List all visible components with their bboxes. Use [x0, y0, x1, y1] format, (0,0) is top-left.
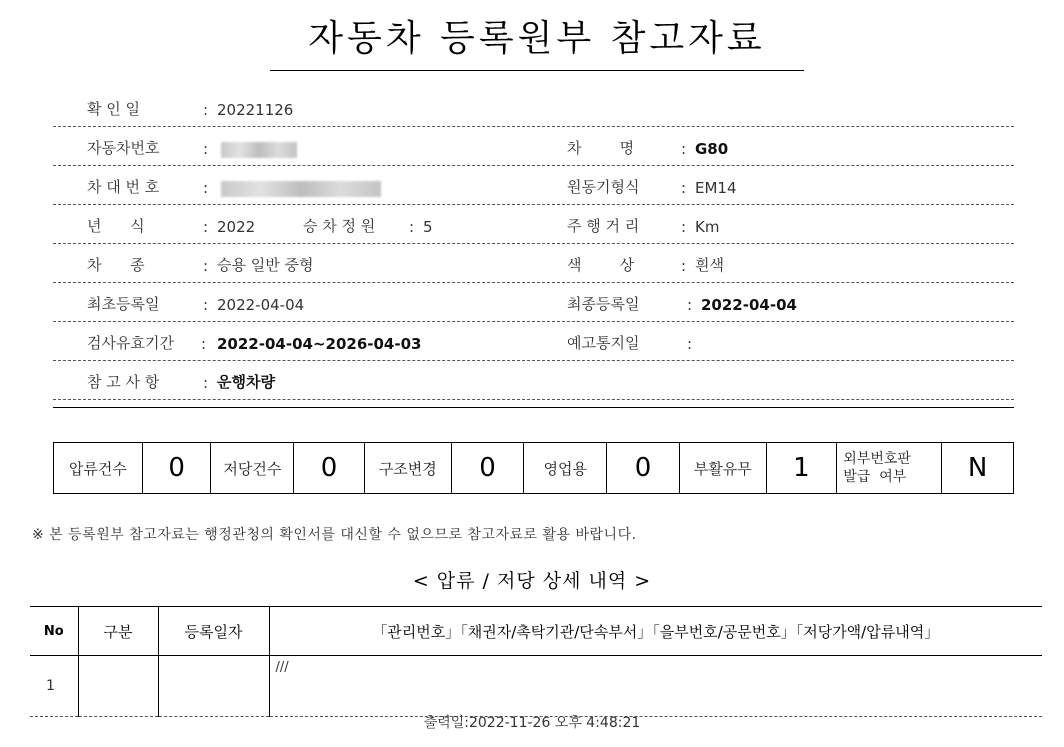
commercial-use-value: 0 [607, 443, 680, 494]
colon: : [687, 335, 693, 353]
chassis-no-label: 차 대 번 호 [87, 178, 160, 196]
notice-date-label: 예고통지일 [567, 334, 640, 352]
vehicle-type-label: 차 종 [87, 256, 145, 274]
header-no: No [30, 607, 78, 656]
title-underline [270, 70, 804, 71]
modification-label: 구조변경 [364, 443, 451, 494]
commercial-use-label: 영업용 [524, 443, 607, 494]
capacity-value: 5 [423, 218, 433, 236]
colon: : [687, 296, 693, 314]
model-year-value: 2022 [217, 218, 256, 236]
info-section-divider [53, 407, 1014, 408]
header-type: 구분 [78, 607, 158, 656]
mortgage-count-value: 0 [294, 443, 365, 494]
info-row-vehicle-no [53, 127, 1014, 166]
chassis-no-redacted [221, 179, 381, 197]
mileage-label: 주 행 거 리 [567, 217, 640, 235]
check-date-value: 20221126 [217, 101, 294, 119]
colon: : [203, 296, 209, 314]
info-row-chassis [53, 166, 1014, 205]
colon: : [409, 218, 415, 236]
row-type [78, 656, 158, 717]
colon: : [681, 257, 687, 275]
external-plate-label-line2: 발급 여부 [843, 469, 907, 485]
vehicle-type-value: 승용 일반 중형 [217, 256, 314, 274]
revival-value: 1 [766, 443, 837, 494]
seizure-mortgage-detail-table [30, 606, 1042, 717]
external-plate-label [837, 443, 942, 494]
remarks-label: 참 고 사 항 [87, 373, 160, 391]
vehicle-name-label: 차 명 [567, 139, 635, 157]
colon: : [203, 140, 209, 158]
engine-type-value: EM14 [695, 179, 737, 197]
row-no: 1 [30, 656, 78, 717]
detail-table-header [30, 607, 1042, 656]
check-date-label: 확 인 일 [87, 100, 141, 118]
info-row-registration [53, 283, 1014, 322]
colon: : [681, 218, 687, 236]
last-reg-label: 최종등록일 [567, 295, 640, 313]
header-details: 「관리번호」「채권자/촉탁기관/단속부서」「을부번호/공문번호」「저당가액/압류내역」 [269, 607, 1042, 656]
vehicle-no-label: 자동차번호 [87, 139, 160, 157]
mileage-value: Km [695, 218, 720, 236]
external-plate-value: N [942, 443, 1014, 494]
vehicle-info-section [53, 88, 1014, 400]
first-reg-label: 최초등록일 [87, 295, 160, 313]
capacity-label: 승 차 정 원 [303, 217, 376, 235]
row-date [158, 656, 269, 717]
colon: : [681, 140, 687, 158]
colon: : [203, 101, 209, 119]
status-count-table [53, 442, 1014, 494]
external-plate-label-line1: 외부번호판 [843, 451, 911, 467]
model-year-label: 년 식 [87, 217, 145, 235]
modification-value: 0 [451, 443, 524, 494]
colon: : [203, 374, 209, 392]
vehicle-no-redacted [221, 140, 297, 158]
colon: : [203, 179, 209, 197]
info-row-check-date [53, 88, 1014, 127]
info-row-type [53, 244, 1014, 283]
disclaimer-notice: ※ 본 등록원부 참고자료는 행정관청의 확인서를 대신할 수 없으므로 참고자료로 활용 바랍니다. [32, 527, 637, 543]
color-label: 색 상 [567, 256, 635, 274]
table-row [30, 656, 1042, 717]
vehicle-name-value: G80 [695, 140, 729, 158]
first-reg-value: 2022-04-04 [217, 296, 305, 314]
engine-type-label: 원동기형식 [567, 178, 640, 196]
print-timestamp: 출력일:2022-11-26 오후 4:48:21 [423, 715, 641, 731]
document-title: 자동차 등록원부 참고자료 [308, 18, 766, 59]
row-details: /// [269, 656, 1042, 717]
color-value: 흰색 [695, 256, 724, 274]
info-row-year [53, 205, 1014, 244]
info-row-inspection [53, 322, 1014, 361]
inspection-label: 검사유효기간 [87, 334, 174, 352]
colon: : [201, 335, 207, 353]
info-row-remarks [53, 361, 1014, 400]
inspection-value: 2022-04-04~2026-04-03 [217, 335, 422, 353]
revival-label: 부활유무 [679, 443, 766, 494]
colon: : [203, 257, 209, 275]
seizure-count-value: 0 [142, 443, 211, 494]
last-reg-value: 2022-04-04 [701, 296, 797, 314]
remarks-value: 운행차량 [217, 373, 275, 391]
seizure-count-label: 압류건수 [54, 443, 143, 494]
colon: : [681, 179, 687, 197]
header-date: 등록일자 [158, 607, 269, 656]
mortgage-count-label: 저당건수 [211, 443, 294, 494]
colon: : [203, 218, 209, 236]
detail-section-title: < 압류 / 저당 상세 내역 > [412, 570, 652, 592]
